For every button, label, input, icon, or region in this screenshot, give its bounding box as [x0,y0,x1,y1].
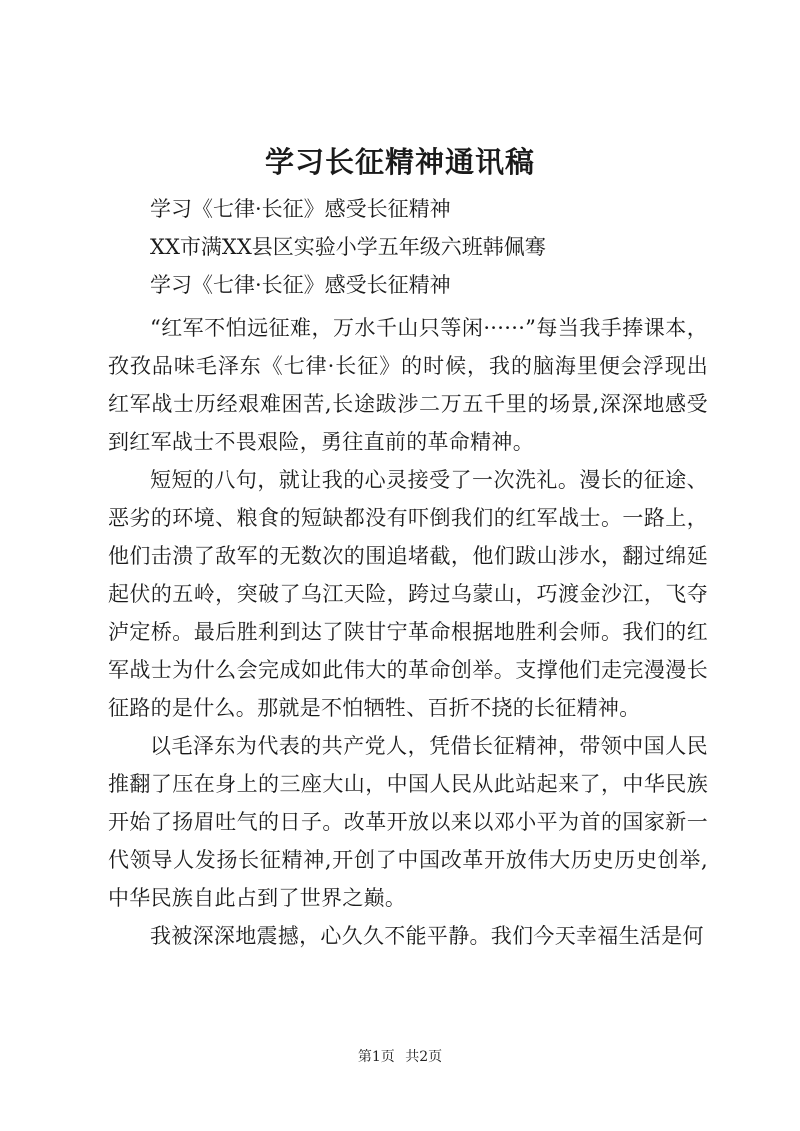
paragraph: 以毛泽东为代表的共产党人，凭借长征精神，带领中国人民推翻了压在身上的三座大山，中国人民从此站起来了，中华民族开始了扬眉吐气的日子。改革开放以来以邓小平为首的国家新一代领导人发扬长征精神,开创了中国改革开放伟大历史历史创举,中华民族自此占到了世界之巅。 [108,734,708,910]
subtitle-line: 学习《七律·长征》感受长征精神 [150,197,451,221]
paragraph: 短短的八句，就让我的心灵接受了一次洗礼。漫长的征途、恶劣的环境、粮食的短缺都没有吓倒我们的红军战士。一路上，他们击溃了敌军的无数次的围追堵截，他们跋山涉水，翻过绵延起伏的五岭，突破了乌江天险，跨过乌蒙山，巧渡金沙江，飞夺泸定桥。最后胜利到达了陕甘宁革命根据地胜利会师。我们的红军战士为什么会完成如此伟大的革命创举。支撑他们走完漫漫长征路的是什么。那就是不怕牺牲、百折不挠的长征精神。 [108,468,708,720]
page-footer [0,1047,800,1067]
document-title: 学习长征精神通讯稿 [264,145,535,179]
author-line: XX市满XX县区实验小学五年级六班韩佩骞 [150,235,546,259]
paragraph: 我被深深地震撼，心久久不能平静。我们今天幸福生活是何 [150,924,704,948]
document-body [108,309,708,955]
paragraph: “红军不怕远征难，万水千山只等闲······”每当我手捧课本，孜孜品味毛泽东《七律·长征》的时候，我的脑海里便会浮现出红军战士历经艰难困苦,长途跋涉二万五千里的场景,深深地感受到红军战士不畏艰险，勇往直前的革命精神。 [108,316,708,454]
page-total: 共2页 [405,1049,443,1065]
subtitle-line: 学习《七律·长征》感受长征精神 [150,273,451,297]
page-number: 第1页 [357,1049,395,1065]
subtitle-block [150,190,710,304]
